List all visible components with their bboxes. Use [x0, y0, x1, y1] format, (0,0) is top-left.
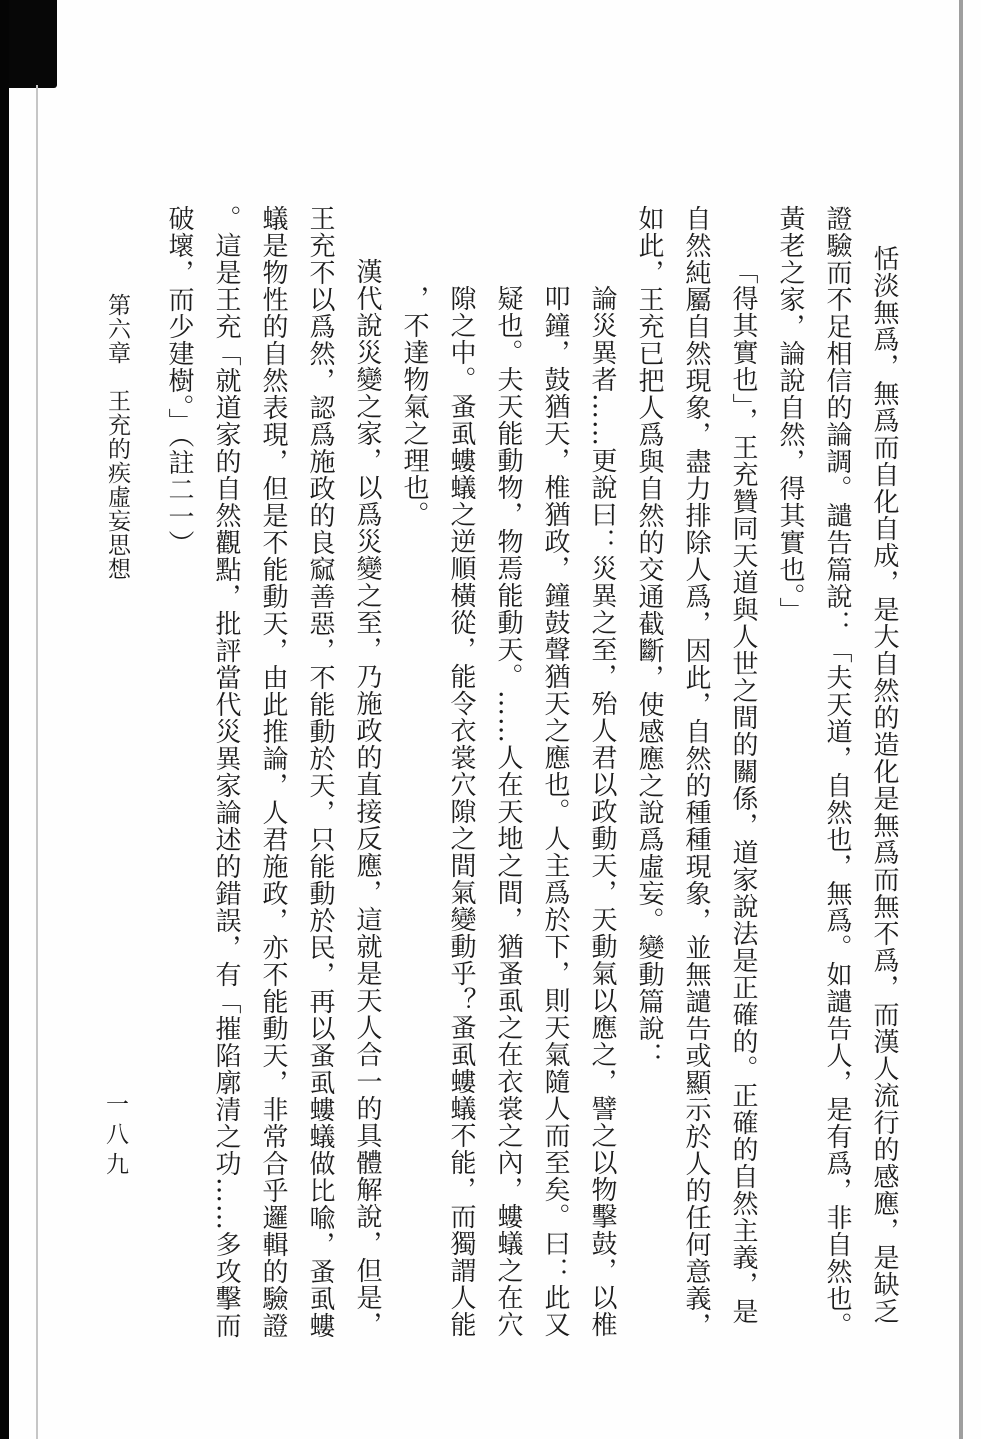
text-column: 破壞，而少建樹。」（註二一） — [164, 205, 194, 557]
text-column: ，不達物氣之理也。 — [399, 285, 429, 528]
text-column: 漢代說災變之家，以爲災變之至，乃施政的直接反應，這就是天人合一的具體解說，但是， — [352, 258, 382, 1338]
page-number: 一八九 — [102, 1092, 128, 1182]
text-column: 證驗而不足相信的論調。譴告篇說：「夫天道，自然也，無爲。如譴告人，是有爲，非自然也。 — [822, 205, 852, 1339]
text-column: 「得其實也」，王充贊同天道與人世之間的關係，道家說法是正確的。正確的自然主義，是 — [728, 258, 758, 1325]
scan-artifact-left-strip — [0, 0, 9, 1439]
text-column: 黃老之家，論說自然，得其實也。」 — [775, 205, 805, 624]
text-column: 王充不以爲然，認爲施政的良窳善惡，不能動於天，只能動於民，再以蚤虱螻蟻做比喩，蚤虱螻 — [305, 205, 335, 1339]
text-column: 如此，王充已把人爲與自然的交通截斷，使感應之說爲虛妄。變動篇說： — [634, 205, 664, 1069]
text-column: 自然純屬自然現象，盡力排除人爲，因此，自然的種種現象，並無譴告或顯示於人的任何意義， — [681, 205, 711, 1339]
text-column: 叩鐘，鼓猶天，椎猶政，鐘鼓聲猶天之應也。人主爲於下，則天氣隨人而至矣。曰：此又 — [540, 285, 570, 1338]
text-column: 疑也。夫天能動物，物焉能動天。……人在天地之間，猶蚤虱之在衣裳之內，螻蟻之在穴 — [493, 285, 523, 1338]
text-column: 恬淡無爲，無爲而自化自成，是大自然的造化是無爲而無不爲，而漢人流行的感應，是缺乏 — [869, 245, 899, 1325]
scan-edge-line-right — [959, 0, 963, 1439]
text-column: 隙之中。蚤虱螻蟻之逆順橫從，能令衣裳穴隙之間氣變動乎？蚤虱螻蟻不能，而獨謂人能 — [446, 285, 476, 1338]
text-column: 蟻是物性的自然表現，但是不能動天，由此推論，人君施政，亦不能動天，非常合乎邏輯的驗證 — [258, 205, 288, 1339]
text-column: 論災異者……更說曰：災異之至，殆人君以政動天，天動氣以應之，譬之以物擊鼓，以椎 — [587, 285, 617, 1338]
text-column: 。這是王充「就道家的自然觀點，批評當代災異家論述的錯誤，有「摧陷廓清之功……多攻擊而 — [211, 205, 241, 1339]
chapter-header: 第六章 王充的疾虛妄思想 — [104, 293, 130, 581]
scan-edge-line-left — [36, 85, 38, 1439]
